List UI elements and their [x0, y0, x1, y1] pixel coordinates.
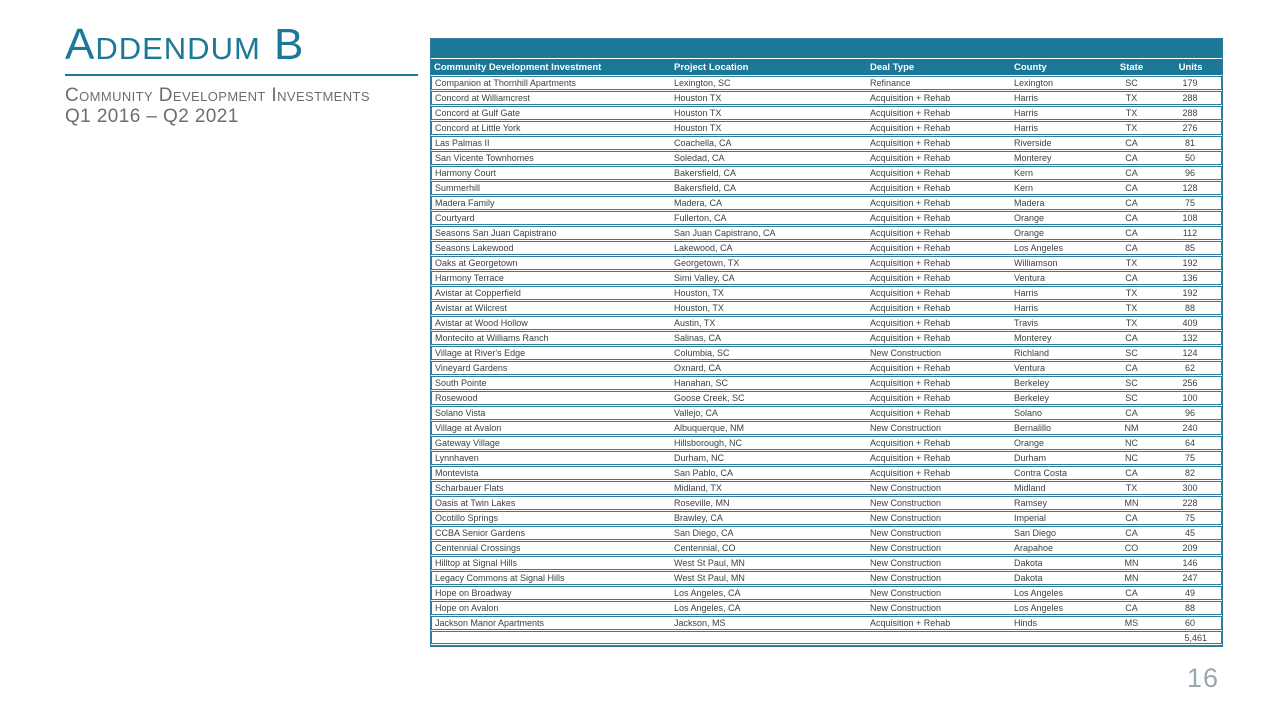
column-header-investment: Community Development Investment — [431, 59, 671, 75]
cell-county: Orange — [1011, 436, 1104, 450]
cell-project-location: Hanahan, SC — [671, 376, 867, 390]
cell-project-location: Bakersfield, CA — [671, 181, 867, 195]
cell-investment: Seasons Lakewood — [431, 241, 671, 255]
cell-units: 75 — [1159, 511, 1222, 525]
cell-investment: CCBA Senior Gardens — [431, 526, 671, 540]
cell-deal-type: Acquisition + Rehab — [867, 196, 1011, 210]
table-row — [431, 226, 1222, 240]
cell-investment: Montevista — [431, 466, 671, 480]
cell-state: CA — [1104, 151, 1159, 165]
cell-project-location: Salinas, CA — [671, 331, 867, 345]
cell-deal-type: Acquisition + Rehab — [867, 466, 1011, 480]
cell-state: MN — [1104, 496, 1159, 510]
cell-investment: Concord at Little York — [431, 121, 671, 135]
cell-deal-type: Acquisition + Rehab — [867, 241, 1011, 255]
cell-county: San Diego — [1011, 526, 1104, 540]
cell-county: Williamson — [1011, 256, 1104, 270]
title-underline — [65, 74, 418, 76]
table-row — [431, 466, 1222, 480]
investments-table-grid — [431, 58, 1222, 645]
cell-state: NC — [1104, 451, 1159, 465]
cell-deal-type: New Construction — [867, 496, 1011, 510]
cell-state: MS — [1104, 616, 1159, 630]
table-row — [431, 391, 1222, 405]
slide-title: Addendum B — [65, 20, 305, 69]
cell-county: Harris — [1011, 121, 1104, 135]
table-row — [431, 571, 1222, 585]
cell-state: TX — [1104, 301, 1159, 315]
cell-county: Midland — [1011, 481, 1104, 495]
cell-project-location: Los Angeles, CA — [671, 586, 867, 600]
table-row — [431, 76, 1222, 90]
cell-state: CA — [1104, 601, 1159, 615]
cell-project-location: Hillsborough, NC — [671, 436, 867, 450]
cell-deal-type: Acquisition + Rehab — [867, 226, 1011, 240]
cell-state: SC — [1104, 76, 1159, 90]
table-row — [431, 166, 1222, 180]
cell-project-location: West St Paul, MN — [671, 556, 867, 570]
cell-deal-type: Acquisition + Rehab — [867, 121, 1011, 135]
cell-state: CA — [1104, 181, 1159, 195]
cell-county: Berkeley — [1011, 391, 1104, 405]
cell-state: CA — [1104, 466, 1159, 480]
page-number: 16 — [1186, 663, 1220, 693]
cell-units: 209 — [1159, 541, 1222, 555]
cell-state: TX — [1104, 91, 1159, 105]
table-row — [431, 301, 1222, 315]
cell-county: Hinds — [1011, 616, 1104, 630]
cell-deal-type: Acquisition + Rehab — [867, 211, 1011, 225]
total-row — [431, 631, 1222, 644]
cell-county: Monterey — [1011, 331, 1104, 345]
cell-project-location: Madera, CA — [671, 196, 867, 210]
cell-investment: Avistar at Wilcrest — [431, 301, 671, 315]
cell-county: Kern — [1011, 166, 1104, 180]
cell-deal-type: New Construction — [867, 586, 1011, 600]
table-row — [431, 406, 1222, 420]
cell-investment: Jackson Manor Apartments — [431, 616, 671, 630]
cell-units: 128 — [1159, 181, 1222, 195]
cell-county: Orange — [1011, 211, 1104, 225]
table-row — [431, 316, 1222, 330]
table-row — [431, 136, 1222, 150]
cell-investment: Lynnhaven — [431, 451, 671, 465]
cell-units: 82 — [1159, 466, 1222, 480]
cell-project-location: Houston, TX — [671, 301, 867, 315]
cell-project-location: Columbia, SC — [671, 346, 867, 360]
cell-units: 288 — [1159, 91, 1222, 105]
cell-deal-type: Acquisition + Rehab — [867, 331, 1011, 345]
cell-state: CA — [1104, 136, 1159, 150]
cell-units: 85 — [1159, 241, 1222, 255]
cell-deal-type: Acquisition + Rehab — [867, 106, 1011, 120]
cell-units: 45 — [1159, 526, 1222, 540]
cell-project-location: Los Angeles, CA — [671, 601, 867, 615]
cell-county: Dakota — [1011, 556, 1104, 570]
table-row — [431, 211, 1222, 225]
column-header-county: County — [1011, 59, 1104, 75]
cell-state: CA — [1104, 526, 1159, 540]
cell-deal-type: Acquisition + Rehab — [867, 316, 1011, 330]
investments-table — [430, 38, 1223, 647]
total-units: 5,461 — [431, 631, 1222, 644]
cell-project-location: Midland, TX — [671, 481, 867, 495]
cell-investment: Las Palmas II — [431, 136, 671, 150]
cell-investment: Rosewood — [431, 391, 671, 405]
cell-county: Solano — [1011, 406, 1104, 420]
cell-investment: Avistar at Copperfield — [431, 286, 671, 300]
cell-state: CO — [1104, 541, 1159, 555]
cell-deal-type: Acquisition + Rehab — [867, 286, 1011, 300]
cell-state: CA — [1104, 361, 1159, 375]
cell-project-location: Vallejo, CA — [671, 406, 867, 420]
cell-county: Durham — [1011, 451, 1104, 465]
cell-units: 75 — [1159, 451, 1222, 465]
table-row — [431, 601, 1222, 615]
table-row — [431, 241, 1222, 255]
cell-investment: Seasons San Juan Capistrano — [431, 226, 671, 240]
cell-deal-type: Acquisition + Rehab — [867, 361, 1011, 375]
cell-units: 88 — [1159, 601, 1222, 615]
cell-county: Lexington — [1011, 76, 1104, 90]
cell-project-location: Austin, TX — [671, 316, 867, 330]
cell-deal-type: Acquisition + Rehab — [867, 151, 1011, 165]
cell-project-location: Houston TX — [671, 106, 867, 120]
cell-project-location: Jackson, MS — [671, 616, 867, 630]
cell-state: CA — [1104, 331, 1159, 345]
table-row — [431, 496, 1222, 510]
cell-state: TX — [1104, 121, 1159, 135]
cell-units: 112 — [1159, 226, 1222, 240]
cell-county: Richland — [1011, 346, 1104, 360]
cell-state: CA — [1104, 211, 1159, 225]
cell-project-location: Houston, TX — [671, 286, 867, 300]
cell-investment: Madera Family — [431, 196, 671, 210]
cell-deal-type: New Construction — [867, 481, 1011, 495]
table-row — [431, 481, 1222, 495]
cell-project-location: West St Paul, MN — [671, 571, 867, 585]
cell-investment: Companion at Thornhill Apartments — [431, 76, 671, 90]
cell-project-location: Coachella, CA — [671, 136, 867, 150]
cell-project-location: Bakersfield, CA — [671, 166, 867, 180]
cell-project-location: Albuquerque, NM — [671, 421, 867, 435]
cell-county: Bernalillo — [1011, 421, 1104, 435]
cell-deal-type: Acquisition + Rehab — [867, 91, 1011, 105]
cell-state: NM — [1104, 421, 1159, 435]
table-row — [431, 271, 1222, 285]
cell-units: 49 — [1159, 586, 1222, 600]
table-row — [431, 511, 1222, 525]
cell-deal-type: Acquisition + Rehab — [867, 616, 1011, 630]
cell-project-location: Durham, NC — [671, 451, 867, 465]
table-row — [431, 451, 1222, 465]
cell-units: 136 — [1159, 271, 1222, 285]
cell-units: 240 — [1159, 421, 1222, 435]
cell-state: CA — [1104, 166, 1159, 180]
cell-project-location: Simi Valley, CA — [671, 271, 867, 285]
cell-county: Harris — [1011, 91, 1104, 105]
cell-county: Los Angeles — [1011, 241, 1104, 255]
cell-county: Ventura — [1011, 361, 1104, 375]
cell-investment: Hilltop at Signal Hills — [431, 556, 671, 570]
title-block — [65, 20, 435, 128]
cell-investment: Oaks at Georgetown — [431, 256, 671, 270]
cell-county: Dakota — [1011, 571, 1104, 585]
cell-units: 108 — [1159, 211, 1222, 225]
cell-project-location: Georgetown, TX — [671, 256, 867, 270]
cell-units: 409 — [1159, 316, 1222, 330]
cell-deal-type: New Construction — [867, 556, 1011, 570]
cell-project-location: Soledad, CA — [671, 151, 867, 165]
cell-project-location: Lakewood, CA — [671, 241, 867, 255]
table-row — [431, 256, 1222, 270]
cell-investment: Ocotillo Springs — [431, 511, 671, 525]
table-row — [431, 91, 1222, 105]
cell-project-location: Centennial, CO — [671, 541, 867, 555]
cell-units: 88 — [1159, 301, 1222, 315]
cell-investment: Concord at Williamcrest — [431, 91, 671, 105]
slide-subtitle: Community Development Investments — [65, 85, 370, 106]
cell-units: 132 — [1159, 331, 1222, 345]
cell-project-location: San Juan Capistrano, CA — [671, 226, 867, 240]
cell-state: CA — [1104, 406, 1159, 420]
cell-project-location: Oxnard, CA — [671, 361, 867, 375]
cell-county: Los Angeles — [1011, 601, 1104, 615]
cell-county: Ventura — [1011, 271, 1104, 285]
cell-state: CA — [1104, 271, 1159, 285]
table-row — [431, 286, 1222, 300]
cell-project-location: Houston TX — [671, 121, 867, 135]
cell-deal-type: Acquisition + Rehab — [867, 181, 1011, 195]
column-header-project-location: Project Location — [671, 59, 867, 75]
cell-investment: Legacy Commons at Signal Hills — [431, 571, 671, 585]
table-body — [431, 76, 1222, 630]
cell-investment: Hope on Avalon — [431, 601, 671, 615]
cell-investment: Centennial Crossings — [431, 541, 671, 555]
column-header-deal-type: Deal Type — [867, 59, 1011, 75]
cell-state: CA — [1104, 586, 1159, 600]
cell-project-location: San Diego, CA — [671, 526, 867, 540]
cell-units: 228 — [1159, 496, 1222, 510]
cell-state: CA — [1104, 511, 1159, 525]
cell-investment: Montecito at Williams Ranch — [431, 331, 671, 345]
cell-investment: Harmony Court — [431, 166, 671, 180]
cell-investment: Scharbauer Flats — [431, 481, 671, 495]
cell-investment: Vineyard Gardens — [431, 361, 671, 375]
cell-units: 179 — [1159, 76, 1222, 90]
cell-state: TX — [1104, 316, 1159, 330]
cell-county: Kern — [1011, 181, 1104, 195]
cell-state: SC — [1104, 391, 1159, 405]
cell-units: 300 — [1159, 481, 1222, 495]
cell-units: 100 — [1159, 391, 1222, 405]
cell-investment: Oasis at Twin Lakes — [431, 496, 671, 510]
cell-county: Imperial — [1011, 511, 1104, 525]
cell-deal-type: Acquisition + Rehab — [867, 376, 1011, 390]
table-row — [431, 526, 1222, 540]
cell-units: 192 — [1159, 256, 1222, 270]
cell-county: Harris — [1011, 286, 1104, 300]
cell-deal-type: Acquisition + Rehab — [867, 436, 1011, 450]
cell-units: 96 — [1159, 166, 1222, 180]
cell-county: Harris — [1011, 106, 1104, 120]
table-row — [431, 556, 1222, 570]
cell-units: 256 — [1159, 376, 1222, 390]
table-row — [431, 376, 1222, 390]
cell-deal-type: New Construction — [867, 511, 1011, 525]
cell-deal-type: New Construction — [867, 421, 1011, 435]
table-row — [431, 586, 1222, 600]
cell-investment: Hope on Broadway — [431, 586, 671, 600]
cell-deal-type: New Construction — [867, 571, 1011, 585]
cell-units: 96 — [1159, 406, 1222, 420]
cell-units: 50 — [1159, 151, 1222, 165]
table-row — [431, 121, 1222, 135]
cell-state: MN — [1104, 571, 1159, 585]
cell-county: Ramsey — [1011, 496, 1104, 510]
column-header-state: State — [1104, 59, 1159, 75]
cell-investment: Summerhill — [431, 181, 671, 195]
cell-state: CA — [1104, 226, 1159, 240]
cell-investment: Village at River's Edge — [431, 346, 671, 360]
table-row — [431, 421, 1222, 435]
table-row — [431, 196, 1222, 210]
cell-deal-type: Acquisition + Rehab — [867, 406, 1011, 420]
cell-units: 124 — [1159, 346, 1222, 360]
table-row — [431, 616, 1222, 630]
cell-project-location: San Pablo, CA — [671, 466, 867, 480]
cell-units: 288 — [1159, 106, 1222, 120]
cell-investment: Concord at Gulf Gate — [431, 106, 671, 120]
cell-deal-type: Acquisition + Rehab — [867, 271, 1011, 285]
cell-county: Contra Costa — [1011, 466, 1104, 480]
cell-investment: Gateway Village — [431, 436, 671, 450]
cell-units: 192 — [1159, 286, 1222, 300]
cell-deal-type: New Construction — [867, 346, 1011, 360]
cell-state: CA — [1104, 196, 1159, 210]
cell-units: 247 — [1159, 571, 1222, 585]
cell-investment: Harmony Terrace — [431, 271, 671, 285]
cell-county: Los Angeles — [1011, 586, 1104, 600]
cell-units: 75 — [1159, 196, 1222, 210]
cell-investment: Solano Vista — [431, 406, 671, 420]
table-row — [431, 106, 1222, 120]
cell-investment: South Pointe — [431, 376, 671, 390]
cell-county: Orange — [1011, 226, 1104, 240]
cell-units: 62 — [1159, 361, 1222, 375]
cell-state: NC — [1104, 436, 1159, 450]
cell-state: TX — [1104, 106, 1159, 120]
cell-units: 276 — [1159, 121, 1222, 135]
cell-county: Travis — [1011, 316, 1104, 330]
table-row — [431, 361, 1222, 375]
table-row — [431, 436, 1222, 450]
cell-state: SC — [1104, 346, 1159, 360]
column-header-units: Units — [1159, 59, 1222, 75]
cell-project-location: Houston TX — [671, 91, 867, 105]
cell-units: 64 — [1159, 436, 1222, 450]
cell-project-location: Brawley, CA — [671, 511, 867, 525]
cell-deal-type: Acquisition + Rehab — [867, 136, 1011, 150]
table-row — [431, 151, 1222, 165]
cell-investment: Courtyard — [431, 211, 671, 225]
table-row — [431, 541, 1222, 555]
table-header-row — [431, 59, 1222, 75]
cell-county: Madera — [1011, 196, 1104, 210]
table-row — [431, 346, 1222, 360]
cell-units: 81 — [1159, 136, 1222, 150]
cell-units: 60 — [1159, 616, 1222, 630]
cell-deal-type: New Construction — [867, 541, 1011, 555]
cell-deal-type: New Construction — [867, 526, 1011, 540]
cell-project-location: Lexington, SC — [671, 76, 867, 90]
cell-county: Arapahoe — [1011, 541, 1104, 555]
cell-project-location: Goose Creek, SC — [671, 391, 867, 405]
cell-investment: Village at Avalon — [431, 421, 671, 435]
cell-state: SC — [1104, 376, 1159, 390]
cell-state: TX — [1104, 481, 1159, 495]
cell-state: TX — [1104, 256, 1159, 270]
cell-state: TX — [1104, 286, 1159, 300]
cell-county: Monterey — [1011, 151, 1104, 165]
slide-date-range: Q1 2016 – Q2 2021 — [65, 106, 239, 127]
cell-deal-type: Acquisition + Rehab — [867, 256, 1011, 270]
cell-deal-type: Refinance — [867, 76, 1011, 90]
cell-deal-type: New Construction — [867, 601, 1011, 615]
cell-project-location: Roseville, MN — [671, 496, 867, 510]
table-banner — [431, 39, 1222, 58]
cell-units: 146 — [1159, 556, 1222, 570]
cell-deal-type: Acquisition + Rehab — [867, 166, 1011, 180]
table-row — [431, 331, 1222, 345]
cell-investment: Avistar at Wood Hollow — [431, 316, 671, 330]
cell-investment: San Vicente Townhomes — [431, 151, 671, 165]
table-row — [431, 181, 1222, 195]
cell-county: Riverside — [1011, 136, 1104, 150]
cell-state: CA — [1104, 241, 1159, 255]
cell-project-location: Fullerton, CA — [671, 211, 867, 225]
cell-state: MN — [1104, 556, 1159, 570]
cell-county: Harris — [1011, 301, 1104, 315]
cell-deal-type: Acquisition + Rehab — [867, 391, 1011, 405]
cell-deal-type: Acquisition + Rehab — [867, 451, 1011, 465]
cell-county: Berkeley — [1011, 376, 1104, 390]
cell-deal-type: Acquisition + Rehab — [867, 301, 1011, 315]
